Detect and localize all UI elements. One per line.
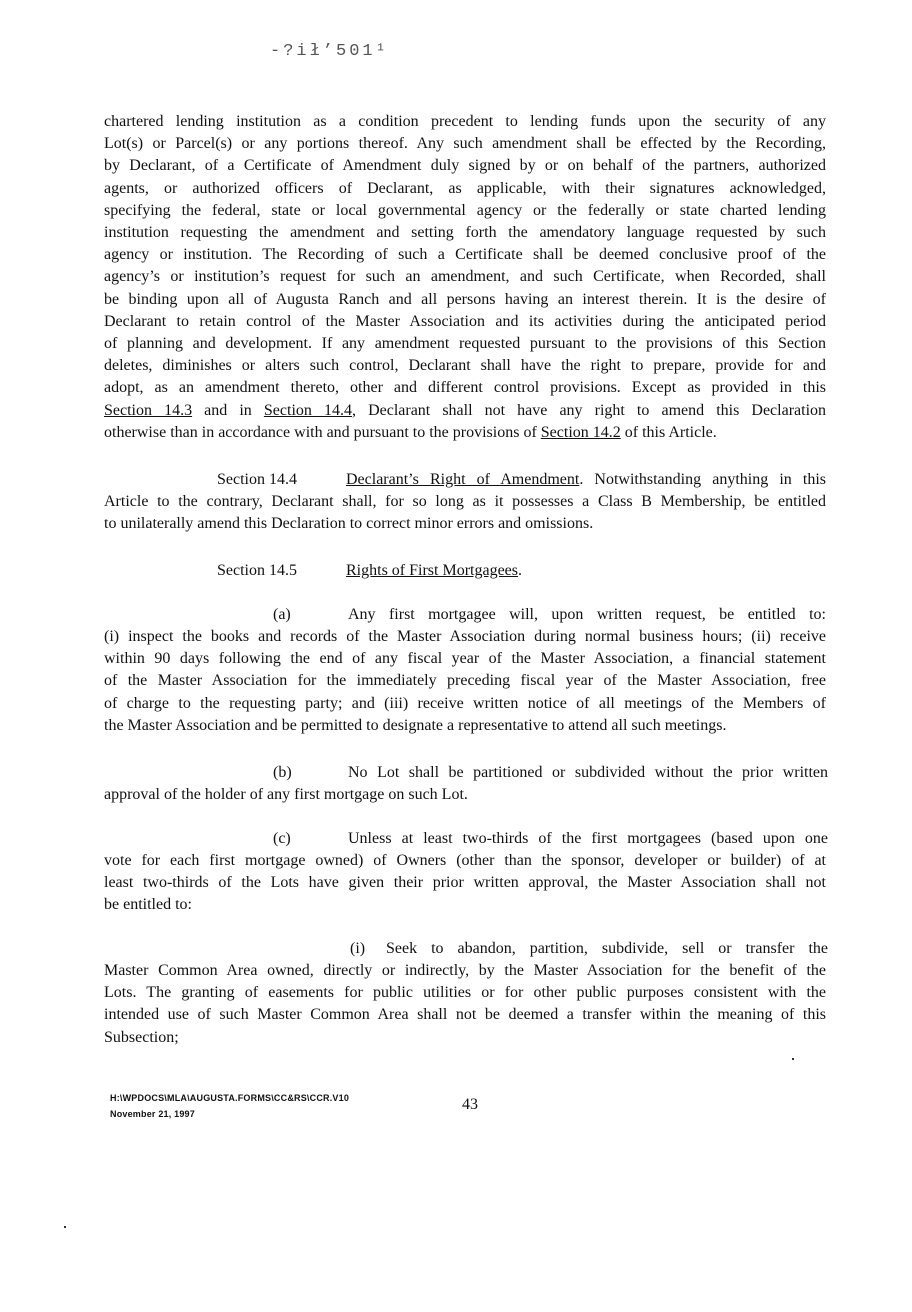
text-line: of the Master Association for the immediately preceding fiscal year of the Master Association, free (104, 672, 826, 690)
text-fragment: of this Article. (624, 423, 717, 441)
text-line: Subsection; (104, 1028, 179, 1046)
text-line: of charge to the requesting party; and (iii) receive written notice of all meetings of the Members of (104, 694, 826, 712)
subsection-lead-line: Any first mortgagee will, upon written request, be entitled to: (348, 606, 826, 623)
paragraph-subsection-c (104, 850, 826, 917)
text-line: Master Common Area owned, directly or indirectly, by the Master Association for the benefit of the (104, 962, 826, 979)
footer-date: November 21, 1997 (110, 1109, 195, 1119)
footer-file-path: H:\WPDOCS\MLA\AUGUSTA.FORMS\CC&RS\CCR.V10 (110, 1093, 350, 1103)
scan-speck (792, 1058, 794, 1060)
text-fragment: . Notwithstanding anything in this (579, 471, 827, 488)
section-lead-line (346, 469, 826, 491)
section-number: Section 14.5 (217, 562, 297, 579)
text-line: intended use of such Master Common Area shall not be deemed a transfer within the meaning of this (104, 1006, 826, 1024)
text-line: agents, or authorized officers of Declarant, as applicable, with their signatures acknowledged, (104, 179, 826, 197)
text-line: agency’s or institution’s request for such an amendment, and such Certificate, when Recorded, shall (104, 268, 826, 286)
text-line: deletes, diminishes or alters such control, Declarant shall have the right to prepare, provide for and (104, 357, 826, 375)
text-line: by Declarant, of a Certificate of Amendment duly signed by or on behalf of the partners, authorized (104, 157, 826, 175)
subsection-label: (b) (273, 764, 292, 781)
text-line: (i) inspect the books and records of the Master Association during normal business hours; (ii) receive (104, 628, 826, 645)
section-title: Rights of First Mortgagees (346, 562, 518, 579)
text-line: Lot(s) or Parcel(s) or any portions thereof. Any such amendment shall be effected by the Recording, (104, 135, 826, 153)
text-line: Declarant to retain control of the Master Association and its activities during the anticipated period (104, 312, 826, 330)
text-line: Article to the contrary, Declarant shall, for so long as it possesses a Class B Membership, be entitled (104, 493, 826, 510)
subsection-lead-line: Seek to abandon, partition, subdivide, sell or transfer the (386, 940, 828, 957)
subsection-label: (a) (273, 606, 291, 623)
text-line: specifying the federal, state or local governmental agency or the federally or state charted lending (104, 201, 826, 219)
subsection-lead-line: No Lot shall be partitioned or subdivided without the prior written (348, 764, 828, 781)
text-line: to unilaterally amend this Declaration to correct minor errors and omissions. (104, 515, 594, 533)
section-title-wrap (346, 560, 522, 582)
paragraph-section-14-4 (104, 491, 826, 535)
text-line: the Master Association and be permitted to designate a representative to attend all such meetings. (104, 716, 727, 734)
text-line: adopt, as an amendment thereto, other and different control provisions. Except as provided in this (104, 379, 826, 397)
text-fragment: and in (204, 401, 252, 419)
section-reference: Section 14.2 (540, 423, 621, 441)
section-reference: Section 14.4 (263, 401, 352, 419)
text-line: least two-thirds of the Lots have given their prior written approval, the Master Association shall not (104, 874, 826, 892)
text-line: of planning and development. If any amendment requested pursuant to the provisions of this Section (104, 335, 826, 353)
text-line: be binding upon all of Augusta Ranch and all persons having an interest therein. It is the desire of (104, 290, 826, 308)
section-title: Declarant’s Right of Amendment (346, 471, 580, 488)
text-line: institution requesting the amendment and setting forth the amendatory language requested by such (104, 224, 826, 242)
subsection-label: (c) (273, 830, 291, 847)
text-line: approval of the holder of any first mortgage on such Lot. (104, 786, 468, 803)
section-reference: Section 14.3 (104, 401, 193, 419)
text-line: agency or institution. The Recording of such a Certificate shall be deemed conclusive proof of the (104, 246, 826, 264)
scan-speck (64, 1226, 66, 1228)
text-line (104, 400, 826, 422)
text-line: Lots. The granting of easements for public utilities or for other public purposes consistent with the (104, 984, 826, 1002)
text-line: be entitled to: (104, 896, 192, 914)
text-fragment: otherwise than in accordance with and pursuant to the provisions of (104, 423, 537, 441)
recording-stamp: -?ił’501¹ (270, 42, 389, 61)
subsection-label: (i) (350, 940, 366, 957)
text-line (104, 422, 826, 444)
paragraph-subsection-b (104, 784, 826, 806)
text-line: vote for each first mortgage owned) of Owners (other than the sponsor, developer or builder) of at (104, 852, 826, 869)
subsection-lead-line: Unless at least two-thirds of the first mortgagees (based upon one (348, 830, 828, 847)
page-number: 43 (462, 1096, 478, 1113)
text-line: chartered lending institution as a condition precedent to lending funds upon the security of any (104, 113, 826, 130)
footer-document-id (110, 1090, 349, 1122)
section-number: Section 14.4 (217, 471, 297, 488)
paragraph-subsection-a (104, 626, 826, 737)
text-fragment: . (518, 562, 522, 579)
text-fragment: , Declarant shall not have any right to amend this Declaration (351, 401, 827, 419)
paragraph-subsection-c-i (104, 960, 826, 1049)
paragraph-amendment-continuation (104, 111, 826, 444)
text-line: within 90 days following the end of any fiscal year of the Master Association, a financial statement (104, 650, 826, 668)
